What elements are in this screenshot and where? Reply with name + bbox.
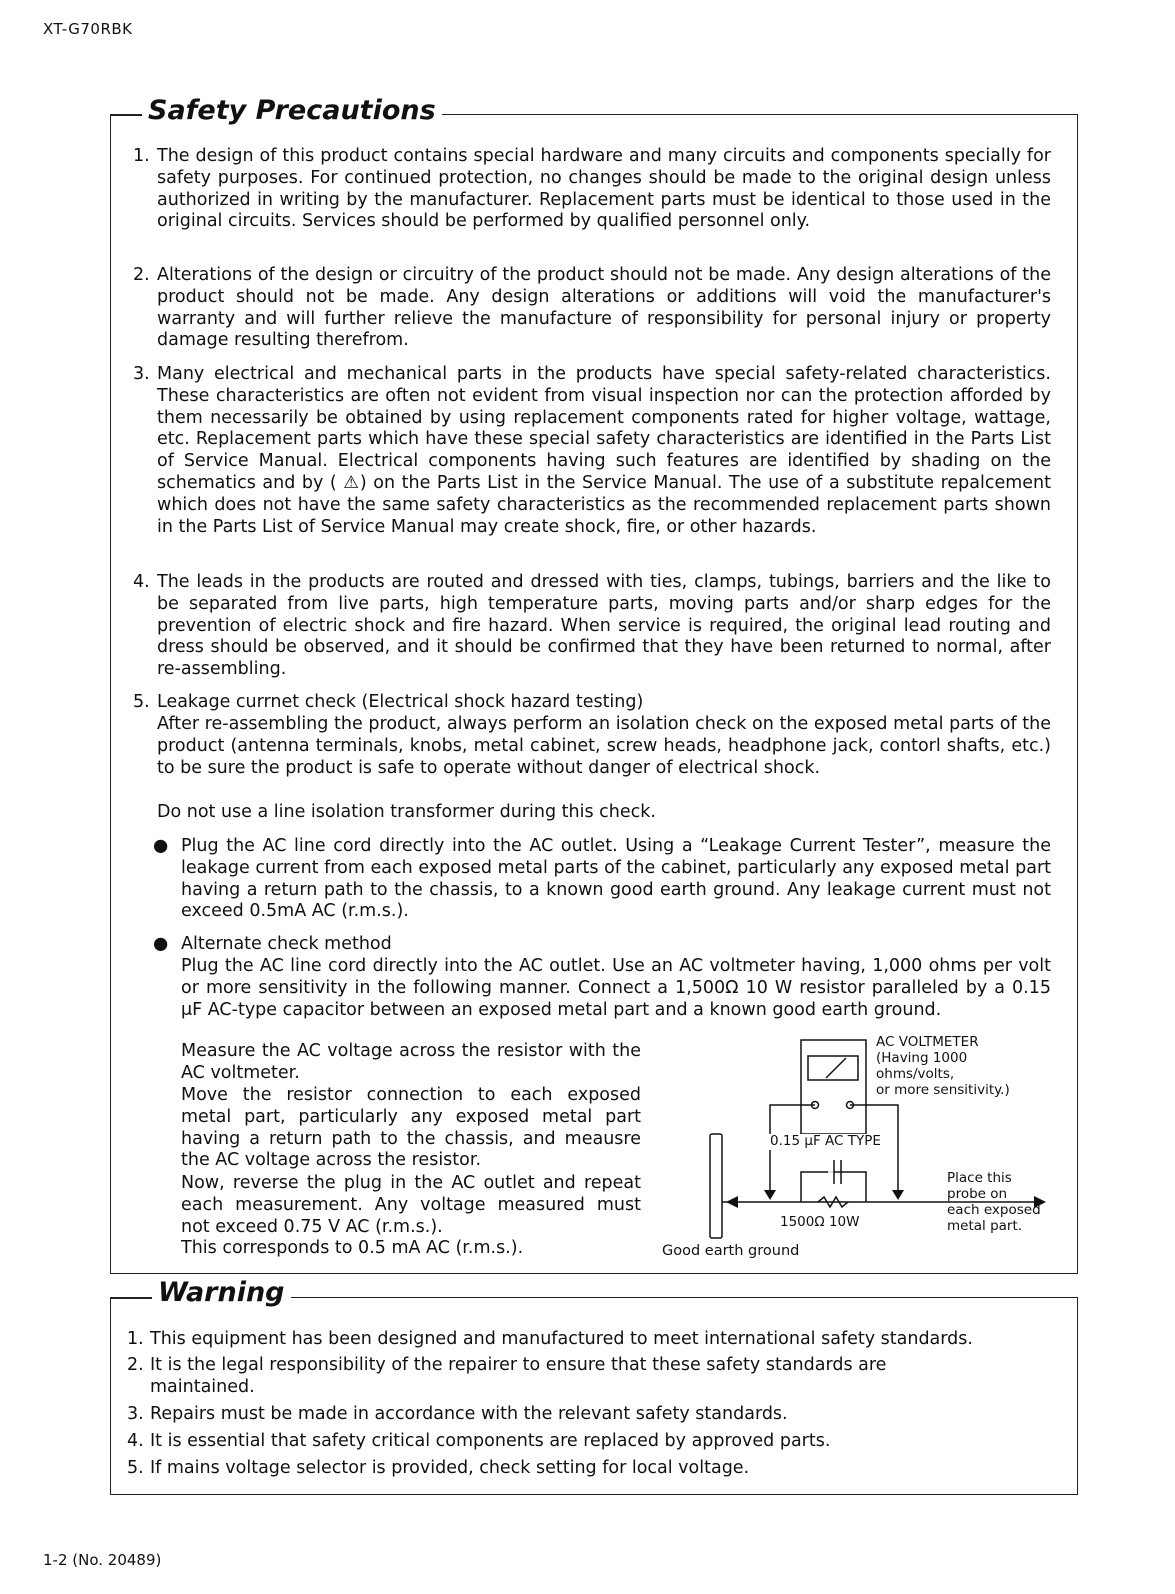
arrow-head [764, 1190, 776, 1200]
warning-item-5: If mains voltage selector is provided, check setting for local voltage. [150, 1458, 750, 1478]
alternate-method-text: Plug the AC line cord directly into the AC outlet. Use an AC voltmeter having, 1,000 ohms per volt or more sensitivity in the following manner. Connect a 1,500Ω 10 W resistor paralleled by a 0.15 μF AC-type capacitor between an exposed metal part and a known good earth ground. [181, 956, 1051, 1020]
leakage-tester-instructions: Plug the AC line cord directly into the AC outlet. Using a “Leakage Current Tester”, measure the leakage current from each exposed metal parts of the cabinet, particularly any exposed metal part having a return path to the chassis, to a known good earth ground. Any leakage current must not exceed 0.5mA AC (r.m.s.). [181, 836, 1051, 922]
warning-item-4: It is essential that safety critical components are replaced by approved parts. [150, 1431, 831, 1451]
warning-title: Warning [152, 1279, 291, 1306]
leakage-text: After re-assembling the product, always perform an isolation check on the exposed metal parts of the product (antenna terminals, knobs, metal cabinet, screw heads, headphone jack, contorl shafts, etc.) to be sure the product is safe to operate without danger of electrical shock. [157, 714, 1051, 778]
safety-title: Safety Precautions [142, 97, 442, 124]
measure-instructions: Measure the AC voltage across the resistor with the AC voltmeter. [181, 1041, 641, 1083]
move-resistor-instructions: Move the resistor connection to each exposed metal part, particularly any exposed metal part having a return path to the chassis, and meausre the AC voltage across the resistor. [181, 1085, 641, 1171]
arrow-head [892, 1190, 904, 1200]
item-number: 4. [127, 1431, 144, 1451]
item-number: 3. [133, 364, 150, 384]
model-number: XT-G70RBK [43, 20, 133, 38]
probe-label: Place this [947, 1170, 1012, 1186]
warning-item-1: This equipment has been designed and manufactured to meet international safety standards. [150, 1329, 973, 1349]
item-number: 1. [127, 1329, 144, 1349]
item-number: 2. [133, 265, 150, 285]
item-number: 1. [133, 146, 150, 166]
voltmeter-display [808, 1056, 858, 1080]
ground-arrow [726, 1196, 738, 1208]
voltmeter-body [801, 1040, 866, 1134]
warning-item-2: It is the legal responsibility of the repairer to ensure that these safety standards are maintained. [150, 1355, 887, 1397]
item-number: 5. [127, 1458, 144, 1478]
probe-label: metal part. [947, 1218, 1023, 1234]
current-correspondence: This corresponds to 0.5 mA AC (r.m.s.). [181, 1238, 524, 1258]
item-number: 4. [133, 572, 150, 592]
leakage-note: Do not use a line isolation transformer during this check. [157, 802, 656, 822]
alternate-method-heading: Alternate check method [181, 934, 392, 954]
safety-item-4: The leads in the products are routed and dressed with ties, clamps, tubings, barriers and the like to be separated from live parts, high temperature parts, moving parts and/or sharp edges for the prevention of electric shock and fire hazard. When service is required, the original lead routing and dress should be observed, and it should be confirmed that they have been returned to normal, after re-assembling. [157, 572, 1051, 680]
voltmeter-label: AC VOLTMETER [876, 1034, 979, 1050]
title-rule [110, 1297, 152, 1299]
safety-item-1: The design of this product contains special hardware and many circuits and components specially for safety purposes. For continued protection, no changes should be made to the original design unless authorized in writing by the manufacturer. Replacement parts must be identical to those used in the original circuits. Services should be performed by qualified personnel only. [157, 146, 1051, 232]
capacitor-label: 0.15 μF AC TYPE [770, 1133, 881, 1149]
title-rule [110, 114, 142, 116]
probe-label: probe on [947, 1186, 1008, 1202]
reverse-plug-instructions: Now, reverse the plug in the AC outlet and repeat each measurement. Any voltage measured must not exceed 0.75 V AC (r.m.s.). [181, 1173, 641, 1237]
item-number: 5. [133, 692, 150, 712]
bullet-dot: ● [153, 934, 169, 954]
resistor-label: 1500Ω 10W [780, 1214, 860, 1230]
ground-label: Good earth ground [662, 1243, 800, 1259]
voltmeter-note: or more sensitivity.) [876, 1082, 1010, 1098]
item-number: 3. [127, 1404, 144, 1424]
leakage-heading: Leakage currnet check (Electrical shock hazard testing) [157, 692, 644, 712]
item-number: 2. [127, 1355, 144, 1375]
probe-label: each exposed [947, 1202, 1041, 1218]
voltmeter-note: (Having 1000 [876, 1050, 968, 1066]
voltmeter-note: ohms/volts, [876, 1066, 955, 1082]
safety-item-2: Alterations of the design or circuitry of the product should not be made. Any design alterations of the product should not be made. Any design alterations or additions will void the manufacturer's warranty and will further relieve the manufacture of responsibility for personal injury or property damage resulting therefrom. [157, 265, 1051, 351]
ground-plug [710, 1134, 722, 1238]
page-number: 1-2 (No. 20489) [43, 1551, 162, 1569]
warning-item-3: Repairs must be made in accordance with the relevant safety standards. [150, 1404, 788, 1424]
safety-item-3: Many electrical and mechanical parts in the products have special safety-related characteristics. These characteristics are often not evident from visual inspection nor can the protection afforded by them necessarily be obtained by using replacement components rated for higher voltage, wattage, etc. Replacement parts which have these special safety characteristics are identified in the Parts List of Service Manual. Electrical components having such features are identified by shading on the schematics and by ( ⚠) on the Parts List in the Service Manual. The use of a substitute repalcement which does not have the same safety characteristics as the recommended replacement parts shown in the Parts List of Service Manual may create shock, fire, or other hazards. [157, 364, 1051, 537]
bullet-dot: ● [153, 836, 169, 856]
